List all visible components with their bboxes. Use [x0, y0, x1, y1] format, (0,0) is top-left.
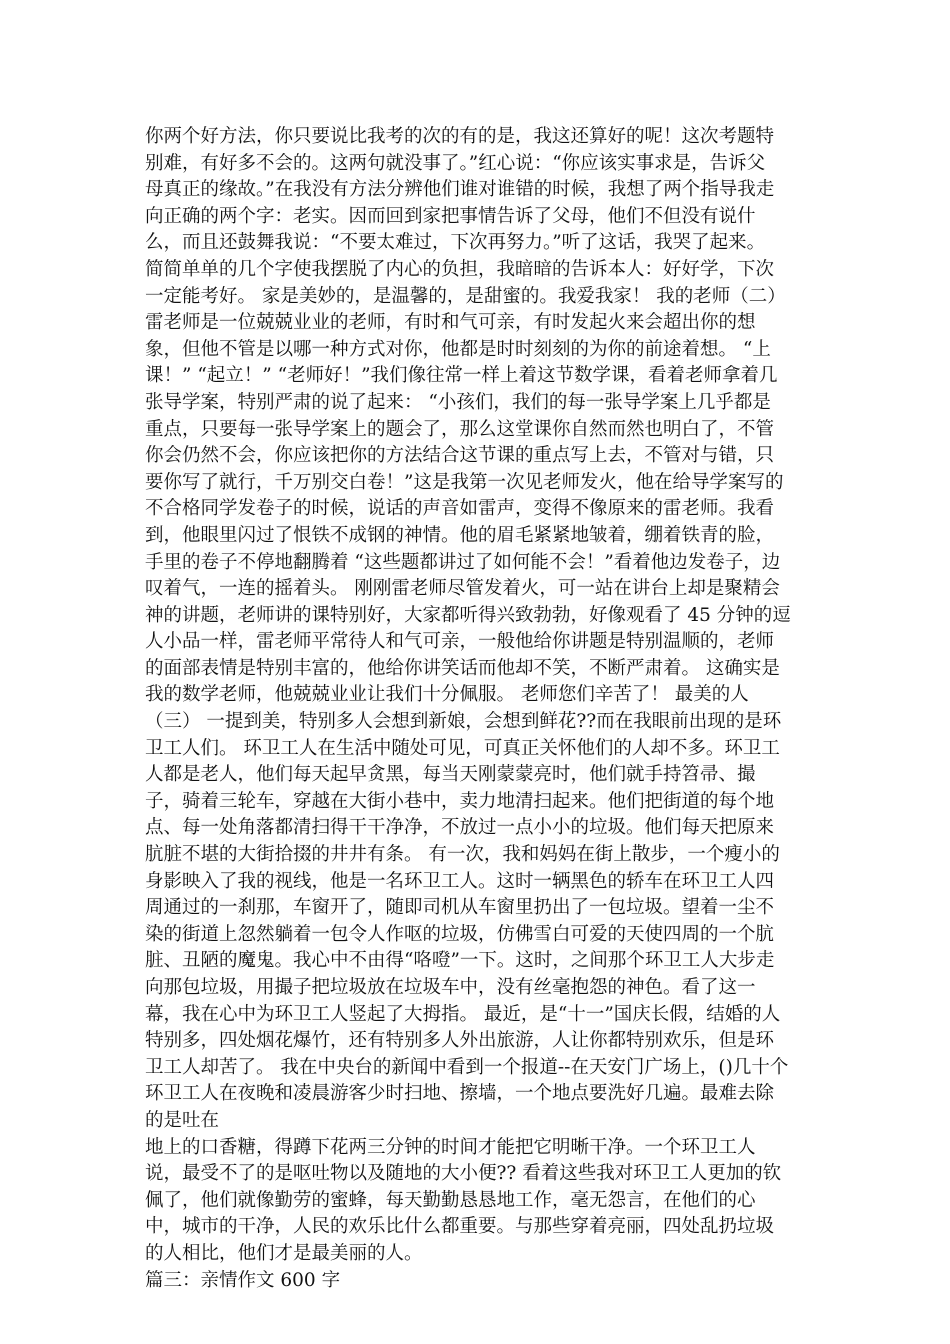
text-line: 点、每一处角落都清扫得干干净净，不放过一点小小的垃圾。他们每天把原来: [145, 817, 775, 839]
text-line: 脏、丑陋的魔鬼。我心中不由得“咯噔”一下。这时，之间那个环卫工人大步走: [145, 950, 775, 972]
text-line: 周通过的一刹那，车窗开了，随即司机从车窗里扔出了一包垃圾。望着一尘不: [145, 897, 775, 919]
text-line: 一定能考好。 家是美妙的，是温馨的，是甜蜜的。我爱我家！ 我的老师（二）: [145, 285, 786, 307]
text-line: 到，他眼里闪过了恨铁不成钢的神情。他的眉毛紧紧地皱着，绷着铁青的脸，: [145, 524, 775, 546]
text-line: 子，骑着三轮车，穿越在大街小巷中，卖力地清扫起来。他们把街道的每个地: [145, 790, 775, 812]
text-line: 向正确的两个字：老实。因而回到家把事情告诉了父母，他们不但没有说什: [145, 205, 756, 227]
text-line: 的面部表情是特别丰富的，他给你讲笑话而他却不笑，不断严肃着。 这确实是: [145, 657, 780, 679]
text-line: 叹着气，一连的摇着头。 刚刚雷老师尽管发着火，可一站在讲台上却是聚精会: [145, 578, 780, 600]
text-line: 重点，只要每一张导学案上的题会了，那么这堂课你自然而然也明白了，不管: [145, 418, 775, 440]
text-line: 你两个好方法，你只要说比我考的次的有的是，我这还算好的呢！这次考题特: [145, 126, 775, 147]
text-line: 佩了，他们就像勤劳的蜜蜂，每天勤勤恳恳地工作，毫无怨言，在他们的心: [145, 1189, 756, 1211]
text-line: 人小品一样，雷老师平常待人和气可亲，一般他给你讲题是特别温顺的，老师: [145, 631, 775, 653]
text-line: 特别多，四处烟花爆竹，还有特别多人外出旅游，人让你都特别欢乐，但是环: [145, 1030, 775, 1052]
text-line: 幕，我在心中为环卫工人竖起了大拇指。 最近，是“十一”国庆长假，结婚的人: [145, 1003, 781, 1025]
text-line: 身影映入了我的视线，他是一名环卫工人。这时一辆黑色的轿车在环卫工人四: [145, 870, 775, 892]
essay-body: [145, 124, 825, 1294]
text-line: 简简单单的几个字使我摆脱了内心的负担，我暗暗的告诉本人：好好学，下次: [145, 258, 775, 280]
text-line: 地上的口香糖，得蹲下花两三分钟的时间才能把它明晰干净。一个环卫工人: [145, 1136, 756, 1158]
text-line: 母真正的缘故。”在我没有方法分辨他们谁对谁错的时候，我想了两个指导我走: [145, 179, 775, 201]
text-line: 别难，有好多不会的。这两句就没事了。”红心说：“你应该实事求是，告诉父: [145, 152, 766, 174]
text-line: 神的讲题，老师讲的课特别好，大家都听得兴致勃勃，好像观看了 45 分钟的逗: [145, 604, 791, 626]
text-line: 卫工人们。 环卫工人在生活中随处可见，可真正关怀他们的人却不多。环卫工: [145, 737, 780, 759]
text-line: 中，城市的干净，人民的欢乐比什么都重要。与那些穿着亮丽，四处乱扔垃圾: [145, 1216, 775, 1238]
section-heading: 篇三：亲情作文 600 字: [145, 1269, 341, 1291]
text-line: 肮脏不堪的大街拾掇的井井有条。 有一次，我和妈妈在街上散步，一个瘦小的: [145, 844, 780, 866]
text-line: 你会仍然不会，你应该把你的方法结合这节课的重点写上去，不管对与错，只: [145, 445, 775, 467]
text-line: 张导学案，特别严肃的说了起来： “小孩们，我们的每一张导学案上几乎都是: [145, 391, 771, 413]
text-line: 环卫工人在夜晚和凌晨游客少时扫地、擦墙，一个地点要洗好几遍。最难去除: [145, 1083, 775, 1105]
text-line: 要你写了就行，千万别交白卷！”这是我第一次见老师发火，他在给导学案写的: [145, 471, 784, 493]
text-line: 么，而且还鼓舞我说：“不要太难过，下次再努力。”听了这话，我哭了起来。: [145, 232, 766, 254]
text-line: 我的数学老师，他兢兢业业让我们十分佩服。 老师您们辛苦了！ 最美的人: [145, 684, 749, 706]
text-line: 的是吐在: [145, 1109, 220, 1131]
text-line: 的人相比，他们才是最美丽的人。: [145, 1242, 423, 1264]
text-line: 人都是老人，他们每天起早贪黑，每当天刚蒙蒙亮时，他们就手持笤帚、撮: [145, 764, 756, 786]
text-line: 课！” “起立！” “老师好！”我们像往常一样上着这节数学课，看着老师拿着几: [145, 365, 778, 387]
text-line: （三） 一提到美，特别多人会想到新娘，会想到鲜花??而在我眼前出现的是环: [145, 711, 782, 733]
text-line: 象，但他不管是以哪一种方式对你，他都是时时刻刻的为你的前途着想。 “上: [145, 338, 771, 360]
text-line: 手里的卷子不停地翻腾着 “这些题都讲过了如何能不会！”看着他边发卷子，边: [145, 551, 781, 573]
text-line: 说，最受不了的是呕吐物以及随地的大小便?? 看着这些我对环卫工人更加的钦: [145, 1163, 782, 1185]
text-line: 向那包垃圾，用撮子把垃圾放在垃圾车中，没有丝毫抱怨的神色。看了这一: [145, 977, 756, 998]
text-line: 染的街道上忽然躺着一包令人作呕的垃圾，仿佛雪白可爱的天使四周的一个肮: [145, 923, 775, 945]
text-line: 不合格同学发卷子的时候，说话的声音如雷声，变得不像原来的雷老师。我看: [145, 498, 775, 520]
text-line: 雷老师是一位兢兢业业的老师，有时和气可亲，有时发起火来会超出你的想: [145, 312, 756, 334]
text-line: 卫工人却苦了。 我在中央台的新闻中看到一个报道--在天安门广场上，()几十个: [145, 1056, 789, 1078]
